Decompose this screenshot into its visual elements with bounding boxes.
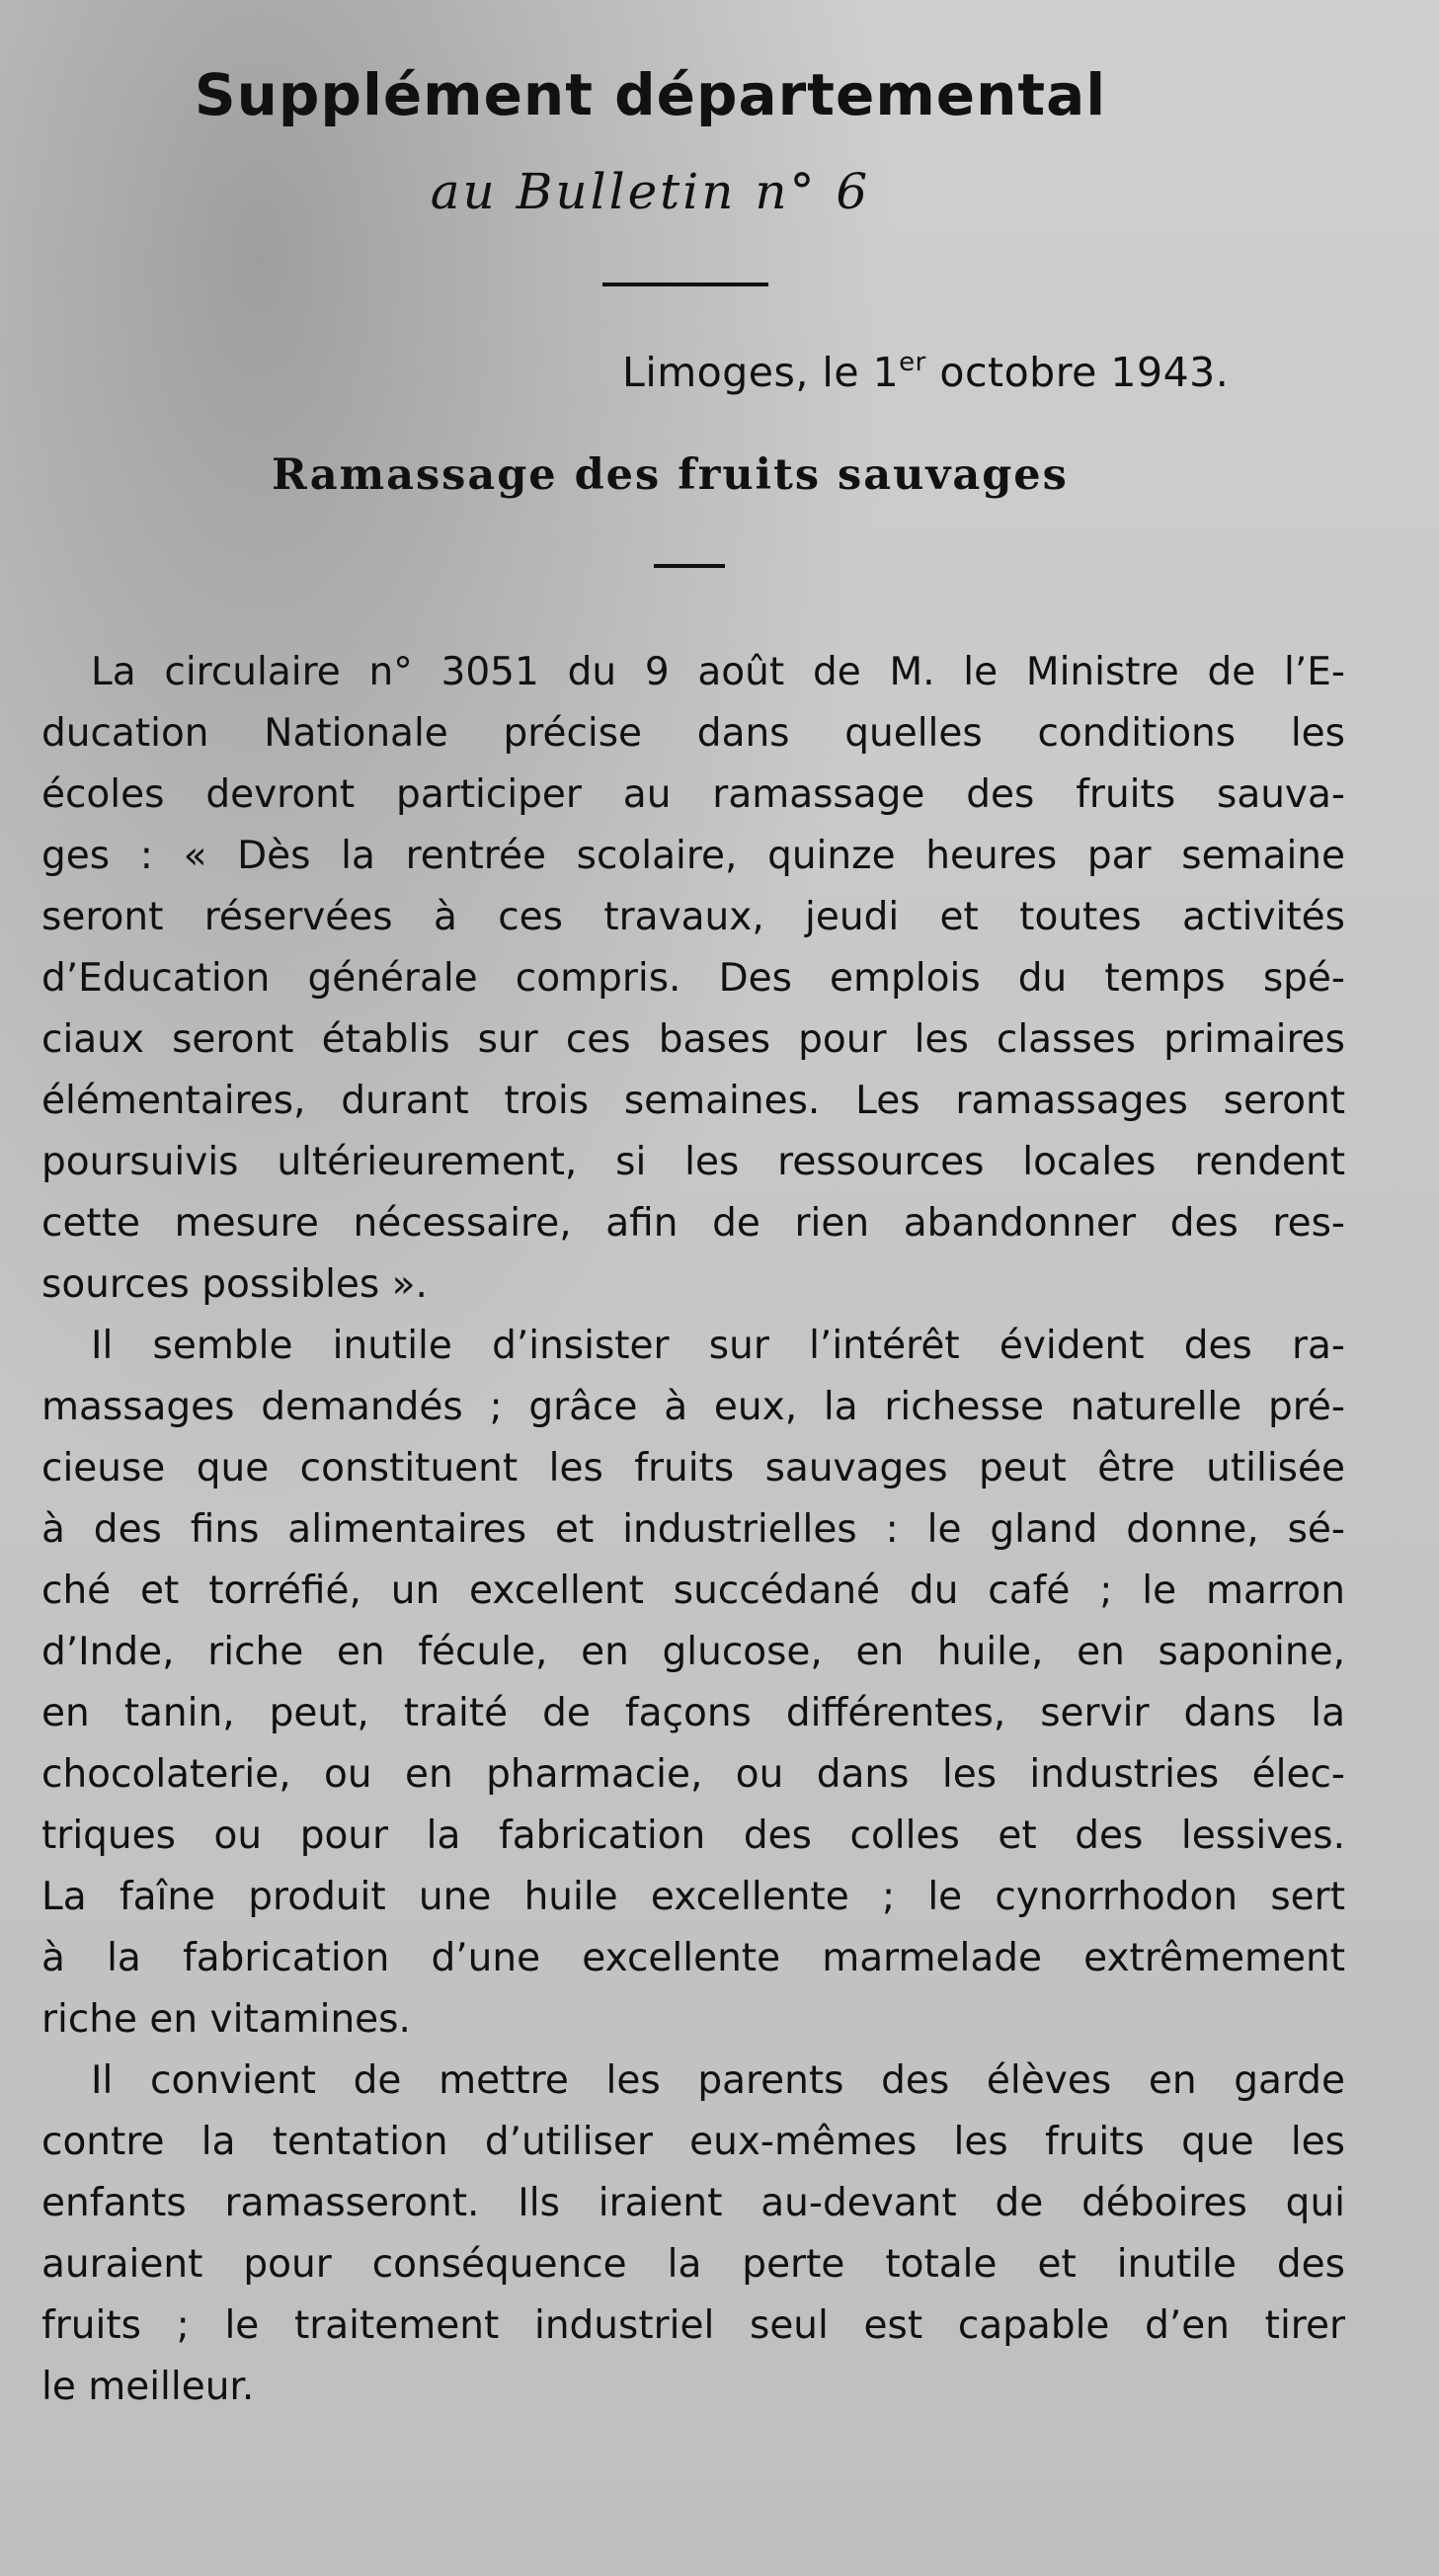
- paragraph-line: riche en vitamines.: [41, 1997, 411, 2042]
- paragraph-line: Il semble inutile d’insister sur l’intérêt évident des ra-: [91, 1324, 1345, 1368]
- paragraph: [41, 2051, 1345, 2418]
- paragraph-line: ducation Nationale précise dans quelles conditions les: [41, 711, 1345, 756]
- body-text: [41, 642, 1345, 2418]
- paragraph: [41, 642, 1345, 1316]
- paragraph-line: d’Inde, riche en fécule, en glucose, en huile, en saponine,: [41, 1630, 1345, 1674]
- section-divider: [654, 564, 725, 568]
- paragraph-line: en tanin, peut, traité de façons différentes, servir dans la: [41, 1691, 1345, 1735]
- paragraph-line: triques ou pour la fabrication des colles et des lessives.: [41, 1813, 1345, 1858]
- paragraph-line: d’Education générale compris. Des emplois du temps spé-: [41, 956, 1345, 1001]
- section-title: Ramassage des fruits sauvages: [272, 450, 1069, 500]
- dateline-place: Limoges, le 1: [622, 349, 900, 396]
- paragraph-line: cette mesure nécessaire, afin de rien abandonner des res-: [41, 1201, 1345, 1246]
- page-title: Supplément départemental: [194, 61, 1107, 128]
- paragraph-line: élémentaires, durant trois semaines. Les ramassages seront: [41, 1079, 1345, 1123]
- paragraph-line: ché et torréfié, un excellent succédané du café ; le marron: [41, 1569, 1345, 1613]
- header-divider: [602, 282, 768, 286]
- paragraph-line: enfants ramasseront. Ils iraient au-devant de déboires qui: [41, 2181, 1345, 2225]
- paragraph-line: chocolaterie, ou en pharmacie, ou dans les industries élec-: [41, 1752, 1345, 1797]
- paragraph-line: sources possibles ».: [41, 1262, 428, 1307]
- paragraph-line: à la fabrication d’une excellente marmelade extrêmement: [41, 1936, 1345, 1980]
- paragraph-line: le meilleur.: [41, 2365, 255, 2409]
- paragraph-line: auraient pour conséquence la perte totale et inutile des: [41, 2242, 1345, 2287]
- dateline: [622, 348, 1229, 396]
- paragraph-line: seront réservées à ces travaux, jeudi et toutes activités: [41, 895, 1345, 939]
- paragraph-line: massages demandés ; grâce à eux, la richesse naturelle pré-: [41, 1385, 1345, 1429]
- dateline-ordinal: er: [899, 348, 926, 377]
- paragraph-line: poursuivis ultérieurement, si les ressources locales rendent: [41, 1140, 1345, 1184]
- paragraph-line: fruits ; le traitement industriel seul est capable d’en tirer: [41, 2303, 1345, 2348]
- paragraph: [41, 1316, 1345, 2051]
- paragraph-line: écoles devront participer au ramassage des fruits sauva-: [41, 772, 1345, 817]
- page-subtitle: au Bulletin n° 6: [430, 163, 871, 220]
- paragraph-line: La faîne produit une huile excellente ; le cynorrhodon sert: [41, 1875, 1345, 1919]
- paragraph-line: ciaux seront établis sur ces bases pour les classes primaires: [41, 1017, 1345, 1062]
- dateline-date: octobre 1943.: [925, 349, 1230, 396]
- paragraph-line: cieuse que constituent les fruits sauvages peut être utilisée: [41, 1446, 1345, 1490]
- paragraph-line: à des fins alimentaires et industrielles : le gland donne, sé-: [41, 1507, 1345, 1552]
- paragraph-line: ges : « Dès la rentrée scolaire, quinze heures par semaine: [41, 834, 1345, 878]
- paragraph-line: Il convient de mettre les parents des élèves en garde: [91, 2058, 1345, 2103]
- paragraph-line: La circulaire n° 3051 du 9 août de M. le Ministre de l’E-: [91, 650, 1345, 694]
- paragraph-line: contre la tentation d’utiliser eux-mêmes les fruits que les: [41, 2120, 1345, 2164]
